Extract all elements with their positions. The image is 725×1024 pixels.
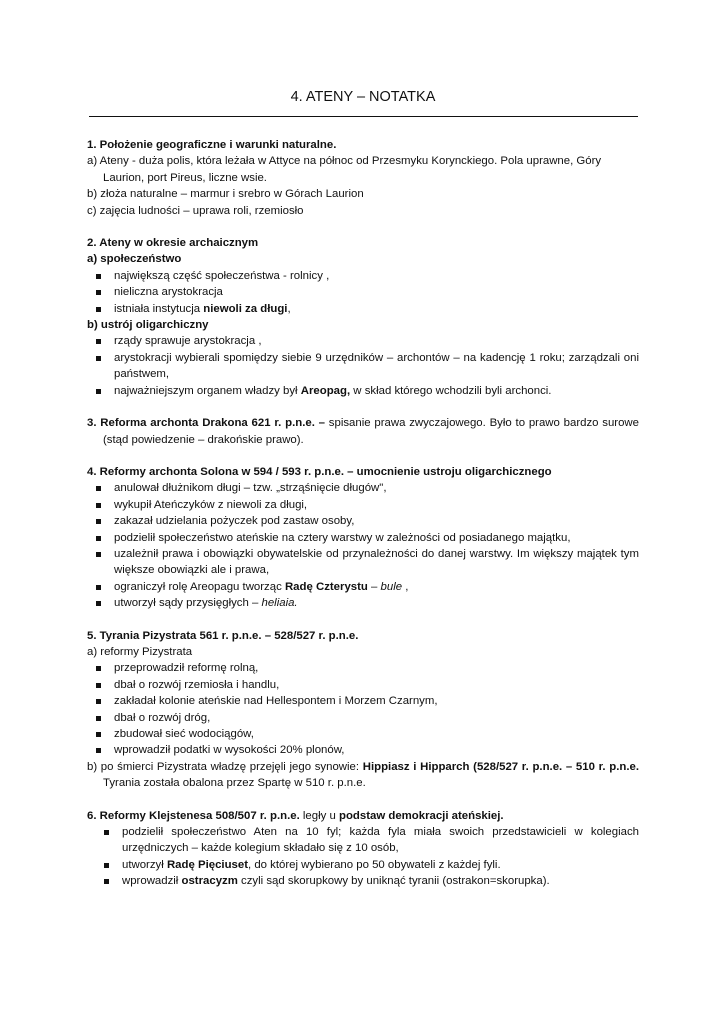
bullet-icon bbox=[96, 716, 101, 721]
bullet-icon bbox=[96, 519, 101, 524]
section-3-paragraph: 3. Reforma archonta Drakona 621 r. p.n.e. – spisanie prawa zwyczajowego. Było to prawo bardzo surowe (stąd powiedzenie – drakońskie prawo). bbox=[87, 417, 639, 446]
bullet-icon bbox=[104, 879, 109, 884]
bullet-icon bbox=[96, 486, 101, 491]
section-2-list-a bbox=[87, 268, 639, 317]
bullet-icon bbox=[96, 536, 101, 541]
list-item: zakładał kolonie ateńskie nad Hellespontem i Morzem Czarnym, bbox=[87, 693, 639, 709]
list-item: wykupił Ateńczyków z niewoli za długi, bbox=[87, 497, 639, 513]
bullet-icon bbox=[96, 290, 101, 295]
italic-term: bule bbox=[380, 580, 403, 593]
bold-term: Areopag, bbox=[300, 384, 351, 397]
section-1-heading: 1. Położenie geograficzne i warunki naturalne. bbox=[87, 139, 337, 151]
list-item: przeprowadził reformę rolną, bbox=[87, 660, 639, 676]
section-5-item-b: b) po śmierci Pizystrata władzę przejęli jego synowie: Hippiasz i Hipparch (528/527 r. p.n.e. – 510 r. p.n.e. Tyrania została obalona przez Spartę w 510 r. p.n.e. bbox=[87, 760, 639, 790]
bullet-icon bbox=[104, 830, 109, 835]
bullet-icon bbox=[96, 339, 101, 344]
list-item: podzielił społeczeństwo ateńskie na cztery warstwy w zależności od posiadanego majątku, bbox=[87, 530, 639, 546]
section-1-item-a: a) Ateny - duża polis, która leżała w Attyce na północ od Przesmyku Korynckiego. Pola uprawne, Góry Laurion, port Pireus, liczne wsie. bbox=[87, 155, 602, 184]
section-4-list bbox=[87, 480, 639, 611]
list-item: utworzył Radę Pięciuset, do której wybierano po 50 obywateli z każdej fyli. bbox=[87, 857, 639, 873]
bullet-icon bbox=[96, 356, 101, 361]
list-item: wprowadził ostracyzm czyli sąd skorupkowy by uniknąć tyranii (ostrakon=skorupka). bbox=[87, 873, 639, 889]
list-item: anulował dłużnikom długi – tzw. „strząśnięcie długów", bbox=[87, 480, 639, 496]
section-1-item-b: b) złoża naturalne – marmur i srebro w Górach Laurion bbox=[87, 188, 364, 201]
list-item: zbudował sieć wodociągów, bbox=[87, 726, 639, 742]
list-item: rządy sprawuje arystokracja , bbox=[87, 333, 639, 349]
bullet-icon bbox=[96, 307, 101, 312]
document-page bbox=[87, 88, 639, 890]
list-item: ograniczył rolę Areopagu tworząc Radę Czterystu – bule , bbox=[87, 579, 639, 595]
title-underline bbox=[89, 108, 638, 117]
list-item: dbał o rozwój rzemiosła i handlu, bbox=[87, 677, 639, 693]
italic-term: heliaia. bbox=[261, 597, 298, 610]
section-5-item-a: a) reformy Pizystrata bbox=[87, 645, 193, 658]
bullet-icon bbox=[96, 666, 101, 671]
page-title: 4. ATENY – NOTATKA bbox=[290, 89, 436, 105]
bold-term: Hippiasz i Hipparch (528/527 r. p.n.e. – 510 r. p.n.e. bbox=[362, 760, 639, 773]
bullet-icon bbox=[96, 389, 101, 394]
list-item: wprowadził podatki w wysokości 20% plonów, bbox=[87, 742, 639, 758]
section-2-subheading-b: b) ustrój oligarchiczny bbox=[87, 319, 209, 332]
section-2-subheading-a: a) społeczeństwo bbox=[87, 253, 182, 266]
bullet-icon bbox=[96, 503, 101, 508]
section-5-list bbox=[87, 660, 639, 758]
bullet-icon bbox=[96, 274, 101, 279]
list-item: istniała instytucja niewoli za długi, bbox=[87, 301, 639, 317]
section-3-heading: 3. Reforma archonta Drakona 621 r. p.n.e. – bbox=[87, 417, 325, 430]
bold-term: ostracyzm bbox=[181, 875, 238, 888]
bold-term: niewoli za długi bbox=[203, 302, 288, 315]
bold-term: Radę Czterystu bbox=[284, 580, 368, 593]
section-5-heading: 5. Tyrania Pizystrata 561 r. p.n.e. – 528/527 r. p.n.e. bbox=[87, 629, 359, 642]
bullet-icon bbox=[96, 683, 101, 688]
list-item: dbał o rozwój dróg, bbox=[87, 710, 639, 726]
section-2-list-b bbox=[87, 333, 639, 399]
list-item: zakazał udzielania pożyczek pod zastaw osoby, bbox=[87, 513, 639, 529]
bullet-icon bbox=[96, 585, 101, 590]
section-6-heading: 6. Reformy Klejstenesa 508/507 r. p.n.e. legły u podstaw demokracji ateńskiej. bbox=[87, 809, 504, 822]
section-1-item-c: c) zajęcia ludności – uprawa roli, rzemiosło bbox=[87, 204, 304, 217]
bullet-icon bbox=[96, 748, 101, 753]
section-4-heading: 4. Reformy archonta Solona w 594 / 593 r. p.n.e. – umocnienie ustroju oligarchicznego bbox=[87, 465, 552, 478]
bullet-icon bbox=[96, 552, 101, 557]
bullet-icon bbox=[96, 732, 101, 737]
bullet-icon bbox=[104, 863, 109, 868]
section-6-list bbox=[87, 824, 639, 890]
bullet-icon bbox=[96, 601, 101, 606]
list-item: arystokracji wybierali spomiędzy siebie 9 urzędników – archontów – na kadencję 1 roku; zarządzali oni państwem, bbox=[87, 350, 639, 383]
list-item: utworzył sądy przysięgłych – heliaia. bbox=[87, 595, 639, 611]
list-item: największą część społeczeństwa - rolnicy , bbox=[87, 268, 639, 284]
bullet-icon bbox=[96, 699, 101, 704]
list-item: najważniejszym organem władzy był Areopag, w skład którego wchodzili byli archonci. bbox=[87, 383, 639, 399]
list-item: podzielił społeczeństwo Aten na 10 fyl; każda fyla miała swoich przedstawicieli w kolegiach urzędniczych – każde kolegium składało się z 10 osób, bbox=[87, 824, 639, 857]
list-item: nieliczna arystokracja bbox=[87, 284, 639, 300]
section-2-heading: 2. Ateny w okresie archaicznym bbox=[87, 237, 259, 250]
list-item: uzależnił prawa i obowiązki obywatelskie od przynależności do danej warstwy. Im większy majątek tym większe obowiązki ale i prawa, bbox=[87, 546, 639, 579]
bold-term: Radę Pięciuset bbox=[166, 858, 248, 871]
